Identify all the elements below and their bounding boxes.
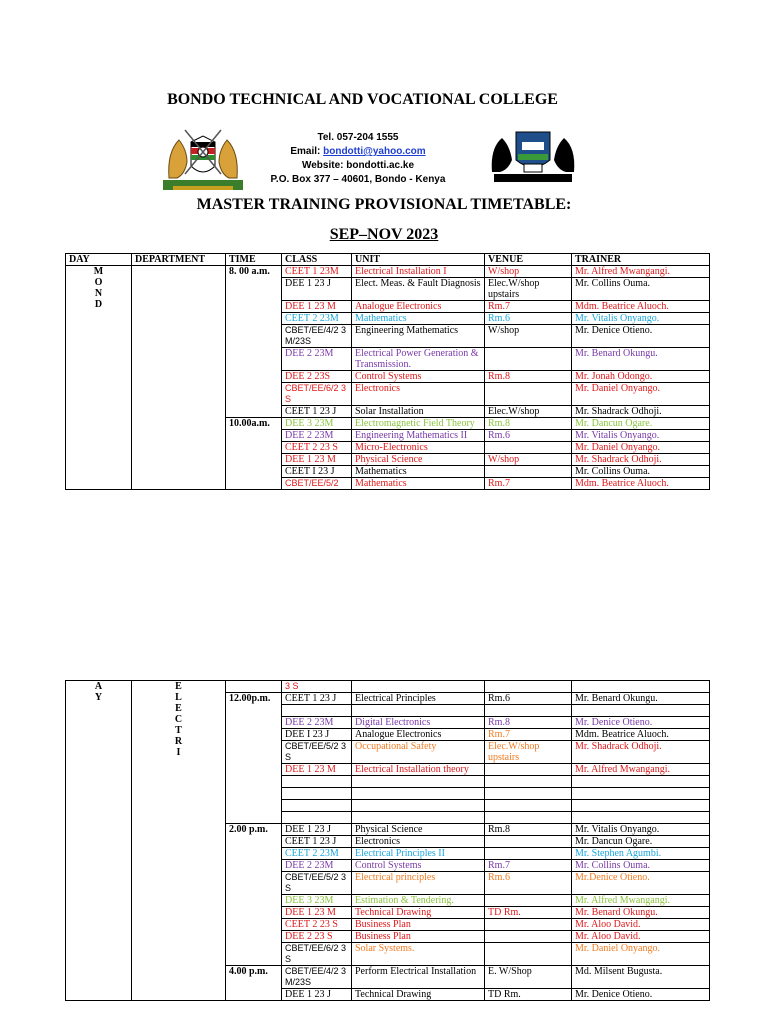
trainer-cell: Mr. Shadrack Odhoji. [572, 741, 710, 764]
venue-cell [485, 919, 572, 931]
class-cell: CEET 1 23 J [282, 406, 352, 418]
trainer-cell: Md. Milsent Bugusta. [572, 966, 710, 989]
unit-cell: Electronics [352, 383, 485, 406]
timetable-title: MASTER TRAINING PROVISIONAL TIMETABLE: [196, 196, 572, 213]
unit-cell: Analogue Electronics [352, 301, 485, 313]
class-cell: CBET/EE/5/2 [282, 478, 352, 490]
trainer-cell: Mdm. Beatrice Aluoch. [572, 301, 710, 313]
unit-cell: Mathematics [352, 478, 485, 490]
unit-cell: Electrical Principles [352, 693, 485, 705]
unit-cell: Technical Drawing [352, 989, 485, 1001]
contact-block [258, 131, 458, 187]
venue-cell: E. W/Shop [485, 966, 572, 989]
trainer-cell: Mr. Denice Otieno. [572, 325, 710, 348]
venue-cell: TD Rm. [485, 989, 572, 1001]
class-cell: DEE 2 23M [282, 860, 352, 872]
unit-cell: Electromagnetic Field Theory [352, 418, 485, 430]
trainer-cell: Mr. Benard Okungu. [572, 693, 710, 705]
venue-cell: Elec.W/shop [485, 406, 572, 418]
unit-cell: Control Systems [352, 371, 485, 383]
class-cell: DEE 3 23M [282, 895, 352, 907]
time-cell: 2.00 p.m. [226, 824, 282, 966]
unit-cell: Business Plan [352, 931, 485, 943]
time-cell: 12.00p.m. [226, 693, 282, 824]
department-cell-letter: T [175, 725, 182, 736]
trainer-cell: Mr. Vitalis Onyango. [572, 824, 710, 836]
trainer-cell: Mdm. Beatrice Aluoch. [572, 729, 710, 741]
unit-cell: Occupational Safety [352, 741, 485, 764]
trainer-cell [572, 812, 710, 824]
venue-cell: Rm.8 [485, 824, 572, 836]
trainer-cell: Mr. Stephen Agumbi. [572, 848, 710, 860]
unit-cell: Electronics [352, 836, 485, 848]
unit-cell [352, 788, 485, 800]
unit-cell: Digital Electronics [352, 717, 485, 729]
venue-cell: Rm.6 [485, 313, 572, 325]
unit-cell [352, 800, 485, 812]
unit-cell: Analogue Electronics [352, 729, 485, 741]
unit-cell: Physical Science [352, 454, 485, 466]
unit-cell [352, 776, 485, 788]
venue-cell [485, 466, 572, 478]
class-cell: DEE 1 23 M [282, 764, 352, 776]
unit-cell [352, 681, 485, 693]
department-cell [132, 266, 226, 490]
college-logo-icon [488, 124, 578, 186]
trainer-cell [572, 788, 710, 800]
class-cell: CEET 2 23 S [282, 919, 352, 931]
table-row [66, 681, 710, 693]
unit-cell: Solar Systems. [352, 943, 485, 966]
venue-cell [485, 776, 572, 788]
website: Website: bondotti.ac.ke [301, 160, 415, 171]
venue-cell [485, 705, 572, 717]
trainer-cell [572, 681, 710, 693]
header-row [66, 254, 710, 266]
trainer-cell: Mr. Alfred Mwangangi. [572, 895, 710, 907]
unit-cell: Business Plan [352, 919, 485, 931]
unit-cell: Engineering Mathematics II [352, 430, 485, 442]
day-cell-letter: D [94, 299, 103, 310]
trainer-cell: Mr. Benard Okungu. [572, 907, 710, 919]
day-cell-letter: O [94, 277, 103, 288]
trainer-cell: Mr. Vitalis Onyango. [572, 430, 710, 442]
day-cell [66, 266, 132, 490]
venue-cell [485, 848, 572, 860]
department-cell-letter: E [175, 681, 182, 692]
trainer-cell: Mr. Jonah Odongo. [572, 371, 710, 383]
venue-cell: Elec.W/shop upstairs [485, 741, 572, 764]
venue-cell: Rm.6 [485, 693, 572, 705]
venue-cell [485, 383, 572, 406]
time-cell [226, 681, 282, 693]
unit-cell: Physical Science [352, 824, 485, 836]
department-cell-letter: R [174, 736, 183, 747]
class-cell: DEE 2 23M [282, 430, 352, 442]
class-cell: CEET I 23 J [282, 466, 352, 478]
trainer-cell: Mr. Daniel Onyango. [572, 442, 710, 454]
class-cell [282, 800, 352, 812]
trainer-cell: Mr.Denice Otieno. [572, 872, 710, 895]
venue-cell: Rm.7 [485, 478, 572, 490]
trainer-cell: Mr. Daniel Onyango. [572, 943, 710, 966]
time-cell: 4.00 p.m. [226, 966, 282, 1001]
class-cell: DEE 2 23S [282, 371, 352, 383]
col-header: UNIT [352, 254, 485, 266]
trainer-cell: Mr. Collins Ouma. [572, 278, 710, 301]
trainer-cell: Mr. Alfred Mwangangi. [572, 266, 710, 278]
trainer-cell: Mr. Collins Ouma. [572, 466, 710, 478]
trainer-cell: Mr. Benard Okungu. [572, 348, 710, 371]
venue-cell [485, 943, 572, 966]
venue-cell [485, 764, 572, 776]
class-cell [282, 812, 352, 824]
class-cell: CEET 2 23 S [282, 442, 352, 454]
class-cell: DEE 2 23M [282, 717, 352, 729]
time-cell: 10.00a.m. [226, 418, 282, 490]
unit-cell [352, 705, 485, 717]
class-cell [282, 776, 352, 788]
table-row [66, 266, 710, 278]
department-cell [132, 681, 226, 1001]
venue-cell: W/shop [485, 266, 572, 278]
unit-cell: Micro-Electronics [352, 442, 485, 454]
unit-cell: Perform Electrical Installation [352, 966, 485, 989]
venue-cell [485, 800, 572, 812]
trainer-cell: Mr. Denice Otieno. [572, 989, 710, 1001]
trainer-cell: Mr. Daniel Onyango. [572, 383, 710, 406]
venue-cell: W/shop [485, 454, 572, 466]
unit-cell: Electrical Installation theory [352, 764, 485, 776]
class-cell: CEET 2 23M [282, 313, 352, 325]
class-cell [282, 705, 352, 717]
venue-cell [485, 895, 572, 907]
venue-cell: Rm.8 [485, 717, 572, 729]
trainer-cell [572, 776, 710, 788]
class-cell: DEE I 23 J [282, 729, 352, 741]
department-cell-letter: C [174, 714, 183, 725]
class-cell: DEE 2 23M [282, 348, 352, 371]
class-cell: DEE 1 23 J [282, 824, 352, 836]
unit-cell: Mathematics [352, 313, 485, 325]
unit-cell: Estimation & Tendering. [352, 895, 485, 907]
department-cell-letter: L [175, 692, 182, 703]
unit-cell: Technical Drawing [352, 907, 485, 919]
day-cell-letter: A [94, 681, 103, 692]
col-header: DAY [66, 254, 132, 266]
venue-cell: Rm.8 [485, 371, 572, 383]
trainer-cell [572, 800, 710, 812]
trainer-cell: Mr. Dancun Ogare. [572, 836, 710, 848]
venue-cell [485, 812, 572, 824]
trainer-cell: Mr. Dancun Ogare. [572, 418, 710, 430]
venue-cell [485, 836, 572, 848]
venue-cell: Rm.6 [485, 872, 572, 895]
kenya-coat-of-arms-icon [163, 122, 243, 192]
col-header: TIME [226, 254, 282, 266]
venue-cell: W/shop [485, 325, 572, 348]
unit-cell: Elect. Meas. & Fault Diagnosis [352, 278, 485, 301]
trainer-cell: Mr. Aloo David. [572, 931, 710, 943]
venue-cell [485, 681, 572, 693]
class-cell: DEE 3 23M [282, 418, 352, 430]
class-cell: CBET/EE/5/2 3 S [282, 741, 352, 764]
trainer-cell [572, 705, 710, 717]
class-cell: CBET/EE/6/2 3 S [282, 943, 352, 966]
venue-cell: Elec.W/shop upstairs [485, 278, 572, 301]
venue-cell: Rm.8 [485, 418, 572, 430]
department-cell-letter: I [176, 747, 181, 758]
venue-cell: TD Rm. [485, 907, 572, 919]
venue-cell: Rm.6 [485, 430, 572, 442]
class-cell: 3 S [282, 681, 352, 693]
day-cell-letter: M [93, 266, 104, 277]
class-cell: CEET 1 23 J [282, 836, 352, 848]
time-cell: 8. 00 a.m. [226, 266, 282, 418]
class-cell: CEET 1 23M [282, 266, 352, 278]
trainer-cell: Mr. Vitalis Onyango. [572, 313, 710, 325]
class-cell: DEE 2 23 S [282, 931, 352, 943]
venue-cell [485, 348, 572, 371]
class-cell: CBET/EE/4/2 3 M/23S [282, 966, 352, 989]
term-label: SEP–NOV 2023 [329, 226, 439, 243]
unit-cell: Engineering Mathematics [352, 325, 485, 348]
class-cell: CBET/EE/6/2 3 S [282, 383, 352, 406]
class-cell: DEE 1 23 M [282, 454, 352, 466]
trainer-cell: Mr. Shadrack Odhoji. [572, 406, 710, 418]
venue-cell [485, 442, 572, 454]
col-header: DEPARTMENT [132, 254, 226, 266]
unit-cell: Electrical Principles II [352, 848, 485, 860]
postal-address: P.O. Box 377 – 40601, Bondo - Kenya [270, 174, 446, 185]
trainer-cell: Mr. Shadrack Odhoji. [572, 454, 710, 466]
class-cell: CEET 1 23 J [282, 693, 352, 705]
class-cell: DEE 1 23 J [282, 278, 352, 301]
timetable-page-2 [65, 680, 710, 1001]
telephone: Tel. 057-204 1555 [317, 132, 399, 143]
college-title: BONDO TECHNICAL AND VOCATIONAL COLLEGE [167, 91, 558, 108]
venue-cell: Rm.7 [485, 729, 572, 741]
class-cell: DEE 1 23 M [282, 907, 352, 919]
email-link[interactable]: bondotti@yahoo.com [323, 146, 426, 157]
email-line [258, 145, 458, 159]
trainer-cell: Mr. Collins Ouma. [572, 860, 710, 872]
class-cell: DEE 1 23 M [282, 301, 352, 313]
venue-cell: Rm.7 [485, 301, 572, 313]
unit-cell: Solar Installation [352, 406, 485, 418]
trainer-cell: Mr. Denice Otieno. [572, 717, 710, 729]
department-cell-letter: E [175, 703, 182, 714]
class-cell [282, 788, 352, 800]
unit-cell [352, 812, 485, 824]
venue-cell [485, 788, 572, 800]
trainer-cell: Mdm. Beatrice Aluoch. [572, 478, 710, 490]
class-cell: DEE 1 23 J [282, 989, 352, 1001]
venue-cell: Rm.7 [485, 860, 572, 872]
day-cell-letter: N [94, 288, 103, 299]
class-cell: CEET 2 23M [282, 848, 352, 860]
email-label: Email: [290, 146, 324, 157]
term-title [0, 226, 768, 244]
col-header: VENUE [485, 254, 572, 266]
day-cell [66, 681, 132, 1001]
col-header: TRAINER [572, 254, 710, 266]
venue-cell [485, 931, 572, 943]
col-header: CLASS [282, 254, 352, 266]
trainer-cell: Mr. Alfred Mwangangi. [572, 764, 710, 776]
trainer-cell: Mr. Aloo David. [572, 919, 710, 931]
timetable-page-1 [65, 253, 710, 490]
unit-cell: Electrical principles [352, 872, 485, 895]
day-cell-letter: Y [94, 692, 103, 703]
unit-cell: Electrical Power Generation & Transmission. [352, 348, 485, 371]
unit-cell: Mathematics [352, 466, 485, 478]
unit-cell: Control Systems [352, 860, 485, 872]
unit-cell: Electrical Installation I [352, 266, 485, 278]
class-cell: CBET/EE/4/2 3 M/23S [282, 325, 352, 348]
class-cell: CBET/EE/5/2 3 S [282, 872, 352, 895]
